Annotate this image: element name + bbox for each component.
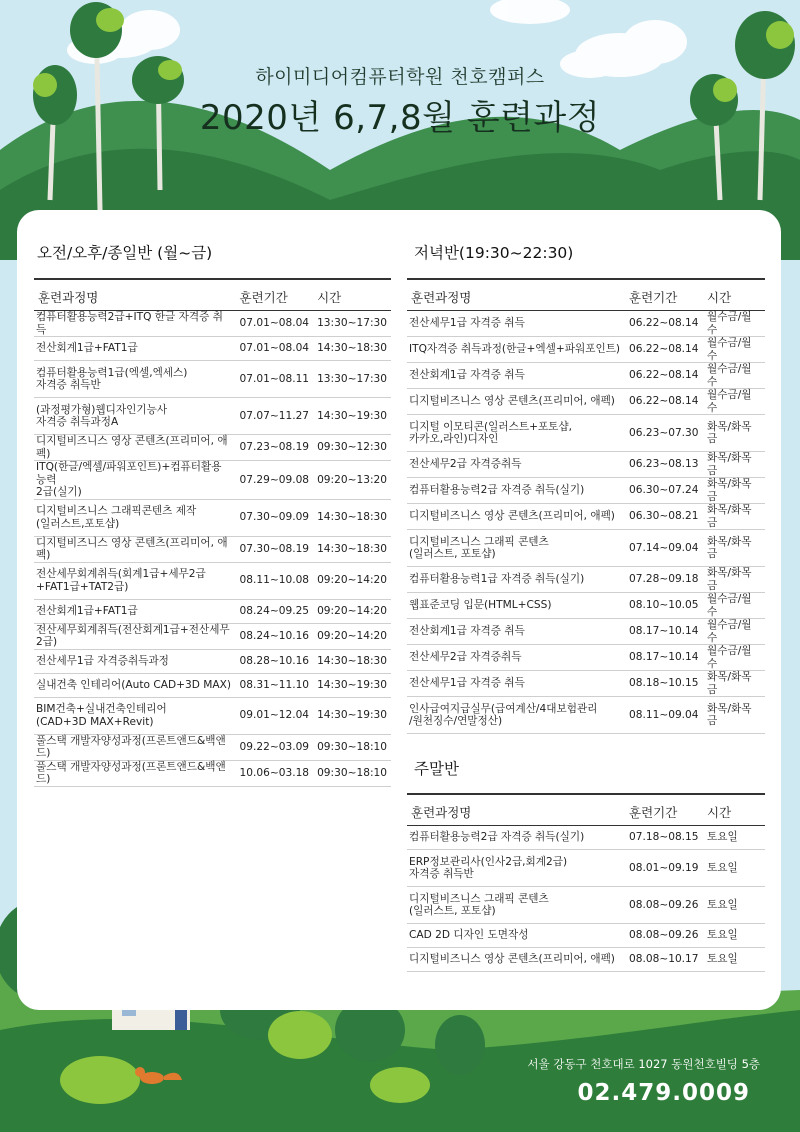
period-cell: 06.22~08.14 xyxy=(625,389,703,415)
address-text: 서울 강동구 천호대로 1027 동원천호빌딩 5층 xyxy=(527,1057,760,1071)
period-cell: 07.30~09.09 xyxy=(236,499,314,536)
period-cell: 07.28~09.18 xyxy=(625,567,703,593)
table-row xyxy=(34,435,391,461)
table-row xyxy=(407,363,765,389)
period-cell: 06.23~07.30 xyxy=(625,415,703,452)
table-row xyxy=(407,850,765,887)
table-row xyxy=(34,499,391,536)
time-cell: 화목/화목금 xyxy=(703,415,765,452)
course-name-cell: 전산세무1급 자격증취득과정 xyxy=(34,649,236,673)
period-cell: 07.30~08.19 xyxy=(236,536,314,562)
time-cell: 화목/화목금 xyxy=(703,697,765,734)
weekend-schedule-table xyxy=(407,793,765,972)
course-name-cell: 컴퓨터활용능력1급 자격증 취득(실기) xyxy=(407,567,625,593)
table-row xyxy=(407,415,765,452)
academy-subtitle: 하이미디어컴퓨터학원 천호캠퍼스 xyxy=(255,66,545,88)
period-cell: 07.01~08.04 xyxy=(236,311,314,337)
period-cell: 06.22~08.14 xyxy=(625,363,703,389)
time-cell: 14:30~19:30 xyxy=(313,398,391,435)
course-name-cell: 디지털 이모티콘(일러스트+포토샵, 카카오,라인)디자인 xyxy=(407,415,625,452)
course-name-cell: 디지털비즈니스 영상 콘텐츠(프리미어, 애펙) xyxy=(34,536,236,562)
time-cell: 월수금/월수 xyxy=(703,645,765,671)
course-name-cell: 전산세무1급 자격증 취득 xyxy=(407,671,625,697)
period-cell: 09.01~12.04 xyxy=(236,697,314,734)
time-cell: 14:30~19:30 xyxy=(313,673,391,697)
period-cell: 08.08~10.17 xyxy=(625,948,703,972)
table-row xyxy=(407,567,765,593)
column-header-name: 훈련과정명 xyxy=(407,279,625,311)
column-header-period: 훈련기간 xyxy=(625,279,703,311)
course-name-cell: CAD 2D 디자인 도면작성 xyxy=(407,924,625,948)
table-row xyxy=(34,311,391,337)
course-name-cell: 디지털비즈니스 그래픽콘텐츠 제작 (일러스트,포토샵) xyxy=(34,499,236,536)
course-name-cell: 전산세무2급 자격증취득 xyxy=(407,452,625,478)
table-row xyxy=(34,649,391,673)
period-cell: 10.06~03.18 xyxy=(236,760,314,786)
evening-schedule-table xyxy=(407,278,765,734)
table-row xyxy=(34,337,391,361)
table-row xyxy=(407,593,765,619)
table-row xyxy=(407,504,765,530)
table-row xyxy=(407,826,765,850)
time-cell: 화목/화목금 xyxy=(703,530,765,567)
period-cell: 06.23~08.13 xyxy=(625,452,703,478)
period-cell: 08.17~10.14 xyxy=(625,619,703,645)
period-cell: 08.28~10.16 xyxy=(236,649,314,673)
time-cell: 14:30~19:30 xyxy=(313,697,391,734)
time-cell: 토요일 xyxy=(703,948,765,972)
table-row xyxy=(407,389,765,415)
column-header-name: 훈련과정명 xyxy=(34,279,236,311)
time-cell: 토요일 xyxy=(703,850,765,887)
column-header-period: 훈련기간 xyxy=(236,279,314,311)
course-name-cell: 실내건축 인테리어(Auto CAD+3D MAX) xyxy=(34,673,236,697)
table-row xyxy=(34,536,391,562)
time-cell: 토요일 xyxy=(703,887,765,924)
time-cell: 09:20~14:20 xyxy=(313,599,391,623)
course-name-cell: 컴퓨터활용능력2급 자격증 취득(실기) xyxy=(407,826,625,850)
table-row xyxy=(407,530,765,567)
period-cell: 08.10~10.05 xyxy=(625,593,703,619)
period-cell: 08.08~09.26 xyxy=(625,887,703,924)
time-cell: 13:30~17:30 xyxy=(313,311,391,337)
time-cell: 월수금/월수 xyxy=(703,389,765,415)
period-cell: 08.11~09.04 xyxy=(625,697,703,734)
column-header-time: 시간 xyxy=(703,794,765,826)
period-cell: 08.18~10.15 xyxy=(625,671,703,697)
period-cell: 09.22~03.09 xyxy=(236,734,314,760)
time-cell: 월수금/월수 xyxy=(703,337,765,363)
time-cell: 월수금/월수 xyxy=(703,311,765,337)
column-header-time: 시간 xyxy=(703,279,765,311)
course-name-cell: ITQ(한글/엑셀/파워포인트)+컴퓨터활용능력 2급(실기) xyxy=(34,461,236,500)
time-cell: 14:30~18:30 xyxy=(313,649,391,673)
period-cell: 08.01~09.19 xyxy=(625,850,703,887)
period-cell: 08.24~09.25 xyxy=(236,599,314,623)
column-header-time: 시간 xyxy=(313,279,391,311)
table-row xyxy=(407,924,765,948)
time-cell: 화목/화목금 xyxy=(703,478,765,504)
table-row xyxy=(407,619,765,645)
table-row xyxy=(34,398,391,435)
table-row xyxy=(407,671,765,697)
period-cell: 06.22~08.14 xyxy=(625,337,703,363)
time-cell: 화목/화목금 xyxy=(703,671,765,697)
time-cell: 09:30~18:10 xyxy=(313,734,391,760)
time-cell: 토요일 xyxy=(703,826,765,850)
period-cell: 07.23~08.19 xyxy=(236,435,314,461)
time-cell: 월수금/월수 xyxy=(703,363,765,389)
table-row xyxy=(34,673,391,697)
table-row xyxy=(407,645,765,671)
course-name-cell: 풀스택 개발자양성과정(프론트앤드&백앤드) xyxy=(34,734,236,760)
time-cell: 09:30~12:30 xyxy=(313,435,391,461)
time-cell: 화목/화목금 xyxy=(703,452,765,478)
table-row xyxy=(407,697,765,734)
course-name-cell: 전산회계1급 자격증 취득 xyxy=(407,363,625,389)
time-cell: 14:30~18:30 xyxy=(313,499,391,536)
time-cell: 월수금/월수 xyxy=(703,619,765,645)
evening-section-title: 저녁반(19:30~22:30) xyxy=(414,244,574,262)
period-cell: 08.24~10.16 xyxy=(236,623,314,649)
period-cell: 07.14~09.04 xyxy=(625,530,703,567)
course-name-cell: ITQ자격증 취득과정(한글+엑셀+파워포인트) xyxy=(407,337,625,363)
course-name-cell: BIM건축+실내건축인테리어 (CAD+3D MAX+Revit) xyxy=(34,697,236,734)
course-name-cell: 디지털비즈니스 그래픽 콘텐츠 (일러스트, 포토샵) xyxy=(407,530,625,567)
table-row xyxy=(407,452,765,478)
period-cell: 08.08~09.26 xyxy=(625,924,703,948)
course-name-cell: 컴퓨터활용능력1급(엑셀,엑세스) 자격증 취득반 xyxy=(34,361,236,398)
course-name-cell: 전산회계1급+FAT1급 xyxy=(34,599,236,623)
time-cell: 월수금/월수 xyxy=(703,593,765,619)
course-name-cell: 전산세무1급 자격증 취득 xyxy=(407,311,625,337)
course-name-cell: 디지털비즈니스 영상 콘텐츠(프리미어, 애펙) xyxy=(407,948,625,972)
table-row xyxy=(407,337,765,363)
period-cell: 07.07~11.27 xyxy=(236,398,314,435)
time-cell: 14:30~18:30 xyxy=(313,337,391,361)
table-row xyxy=(407,887,765,924)
table-row xyxy=(407,948,765,972)
table-row xyxy=(34,623,391,649)
period-cell: 06.30~07.24 xyxy=(625,478,703,504)
period-cell: 08.11~10.08 xyxy=(236,562,314,599)
period-cell: 08.17~10.14 xyxy=(625,645,703,671)
time-cell: 화목/화목금 xyxy=(703,567,765,593)
weekend-section-title: 주말반 xyxy=(414,760,459,778)
period-cell: 07.01~08.04 xyxy=(236,337,314,361)
table-row xyxy=(34,461,391,500)
table-row xyxy=(34,599,391,623)
period-cell: 08.31~11.10 xyxy=(236,673,314,697)
period-cell: 07.01~08.11 xyxy=(236,361,314,398)
course-name-cell: 디지털비즈니스 영상 콘텐츠(프리미어, 애펙) xyxy=(407,504,625,530)
table-row xyxy=(34,760,391,786)
time-cell: 토요일 xyxy=(703,924,765,948)
course-name-cell: 디지털비즈니스 영상 콘텐츠(프리미어, 애펙) xyxy=(34,435,236,461)
time-cell: 14:30~18:30 xyxy=(313,536,391,562)
course-name-cell: 전산세무회계취득(전산회계1급+전산세무2급) xyxy=(34,623,236,649)
table-row xyxy=(34,734,391,760)
period-cell: 07.18~08.15 xyxy=(625,826,703,850)
table-row xyxy=(34,562,391,599)
period-cell: 06.22~08.14 xyxy=(625,311,703,337)
course-name-cell: 전산회계1급+FAT1급 xyxy=(34,337,236,361)
table-row xyxy=(407,478,765,504)
phone-number: 02.479.0009 xyxy=(577,1080,750,1106)
time-cell: 13:30~17:30 xyxy=(313,361,391,398)
column-header-name: 훈련과정명 xyxy=(407,794,625,826)
course-name-cell: 전산세무회계취득(회계1급+세무2급 +FAT1급+TAT2급) xyxy=(34,562,236,599)
time-cell: 09:20~13:20 xyxy=(313,461,391,500)
time-cell: 화목/화목금 xyxy=(703,504,765,530)
course-name-cell: 인사급여지급실무(급여계산/4대보험관리 /원천징수/연말정산) xyxy=(407,697,625,734)
period-cell: 06.30~08.21 xyxy=(625,504,703,530)
time-cell: 09:30~18:10 xyxy=(313,760,391,786)
page-title: 2020년 6,7,8월 훈련과정 xyxy=(199,98,601,138)
day-section-title: 오전/오후/종일반 (월~금) xyxy=(37,244,213,262)
time-cell: 09:20~14:20 xyxy=(313,623,391,649)
course-name-cell: (과정평가형)웹디자인기능사 자격증 취득과정A xyxy=(34,398,236,435)
period-cell: 07.29~09.08 xyxy=(236,461,314,500)
course-name-cell: 풀스택 개발자양성과정(프론트앤드&백앤드) xyxy=(34,760,236,786)
course-name-cell: 디지털비즈니스 영상 콘텐츠(프리미어, 애펙) xyxy=(407,389,625,415)
course-name-cell: ERP정보관리사(인사2급,회계2급) 자격증 취득반 xyxy=(407,850,625,887)
course-name-cell: 전산회계1급 자격증 취득 xyxy=(407,619,625,645)
time-cell: 09:20~14:20 xyxy=(313,562,391,599)
column-header-period: 훈련기간 xyxy=(625,794,703,826)
course-name-cell: 컴퓨터활용능력2급+ITQ 한글 자격증 취득 xyxy=(34,311,236,337)
course-name-cell: 디지털비즈니스 그래픽 콘텐츠 (일러스트, 포토샵) xyxy=(407,887,625,924)
table-row xyxy=(34,697,391,734)
day-schedule-table xyxy=(34,278,391,787)
course-name-cell: 전산세무2급 자격증취득 xyxy=(407,645,625,671)
course-name-cell: 컴퓨터활용능력2급 자격증 취득(실기) xyxy=(407,478,625,504)
table-row xyxy=(34,361,391,398)
course-name-cell: 웹표준코딩 입문(HTML+CSS) xyxy=(407,593,625,619)
table-row xyxy=(407,311,765,337)
